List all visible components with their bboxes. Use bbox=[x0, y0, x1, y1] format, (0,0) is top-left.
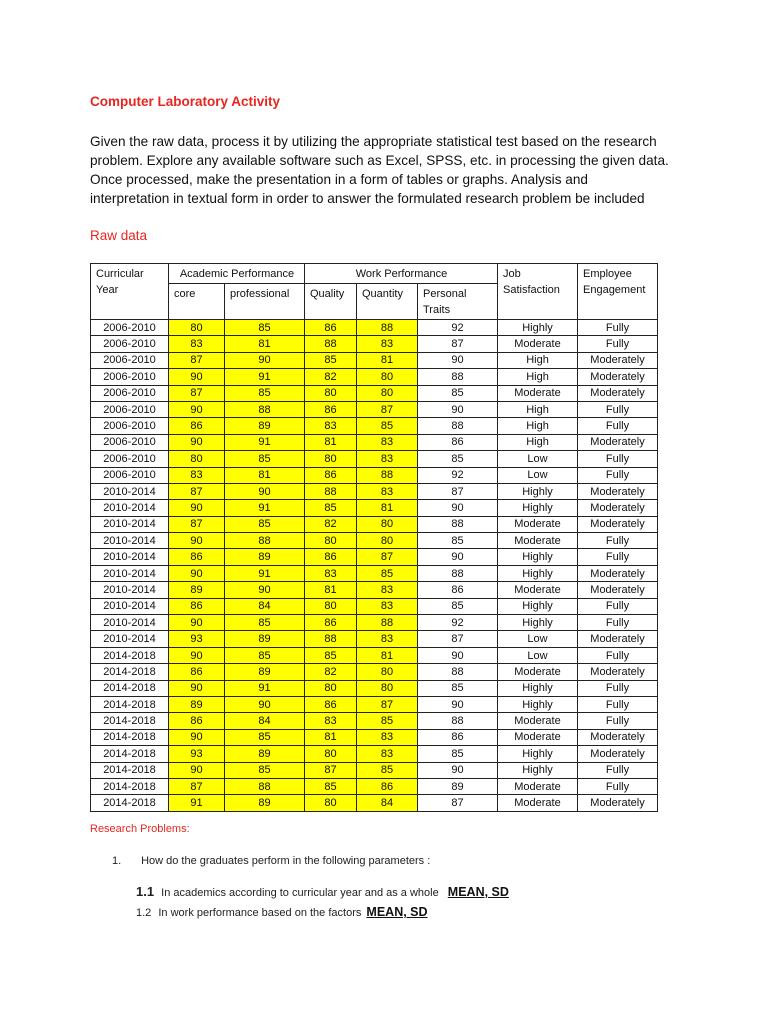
cell-professional: 88 bbox=[225, 778, 305, 794]
cell-professional: 85 bbox=[225, 516, 305, 532]
cell-quantity: 85 bbox=[357, 762, 418, 778]
cell-personal-traits: 88 bbox=[418, 565, 498, 581]
cell-employee-engagement: Fully bbox=[578, 615, 658, 631]
cell-job-satisfaction: High bbox=[498, 434, 578, 450]
cell-quality: 81 bbox=[305, 582, 357, 598]
cell-quality: 88 bbox=[305, 336, 357, 352]
cell-quantity: 85 bbox=[357, 418, 418, 434]
cell-job-satisfaction: Moderate bbox=[498, 664, 578, 680]
cell-personal-traits: 90 bbox=[418, 352, 498, 368]
cell-quality: 88 bbox=[305, 631, 357, 647]
question-text: How do the graduates perform in the following parameters : bbox=[141, 855, 431, 867]
cell-personal-traits: 85 bbox=[418, 598, 498, 614]
question-emphasis: MEAN, SD bbox=[447, 885, 509, 899]
cell-curricular-year: 2014-2018 bbox=[91, 746, 169, 762]
cell-professional: 89 bbox=[225, 746, 305, 762]
table-row bbox=[91, 729, 658, 745]
cell-curricular-year: 2014-2018 bbox=[91, 680, 169, 696]
cell-employee-engagement: Fully bbox=[578, 533, 658, 549]
cell-quantity: 80 bbox=[357, 369, 418, 385]
cell-core: 89 bbox=[169, 696, 225, 712]
cell-professional: 89 bbox=[225, 418, 305, 434]
cell-core: 90 bbox=[169, 647, 225, 663]
cell-job-satisfaction: Highly bbox=[498, 565, 578, 581]
cell-core: 86 bbox=[169, 713, 225, 729]
table-row bbox=[91, 582, 658, 598]
header-employee-engagement: Employee Engagement bbox=[578, 264, 658, 320]
cell-quantity: 83 bbox=[357, 434, 418, 450]
table-row bbox=[91, 598, 658, 614]
cell-job-satisfaction: Moderate bbox=[498, 582, 578, 598]
cell-employee-engagement: Fully bbox=[578, 713, 658, 729]
cell-quality: 86 bbox=[305, 549, 357, 565]
cell-quantity: 80 bbox=[357, 533, 418, 549]
cell-job-satisfaction: Low bbox=[498, 647, 578, 663]
cell-quality: 82 bbox=[305, 369, 357, 385]
cell-job-satisfaction: Highly bbox=[498, 696, 578, 712]
cell-professional: 81 bbox=[225, 336, 305, 352]
cell-core: 86 bbox=[169, 418, 225, 434]
cell-employee-engagement: Fully bbox=[578, 418, 658, 434]
cell-job-satisfaction: High bbox=[498, 401, 578, 417]
cell-job-satisfaction: Highly bbox=[498, 615, 578, 631]
cell-curricular-year: 2014-2018 bbox=[91, 795, 169, 811]
cell-personal-traits: 90 bbox=[418, 696, 498, 712]
cell-curricular-year: 2014-2018 bbox=[91, 778, 169, 794]
cell-professional: 90 bbox=[225, 352, 305, 368]
cell-professional: 85 bbox=[225, 451, 305, 467]
header-core: core bbox=[169, 284, 225, 320]
cell-curricular-year: 2006-2010 bbox=[91, 369, 169, 385]
cell-employee-engagement: Fully bbox=[578, 467, 658, 483]
table-body bbox=[91, 320, 658, 812]
cell-curricular-year: 2010-2014 bbox=[91, 582, 169, 598]
cell-quantity: 88 bbox=[357, 615, 418, 631]
cell-employee-engagement: Fully bbox=[578, 401, 658, 417]
cell-personal-traits: 92 bbox=[418, 467, 498, 483]
cell-job-satisfaction: Moderate bbox=[498, 713, 578, 729]
table-row bbox=[91, 631, 658, 647]
cell-employee-engagement: Moderately bbox=[578, 500, 658, 516]
cell-curricular-year: 2010-2014 bbox=[91, 598, 169, 614]
cell-quality: 82 bbox=[305, 664, 357, 680]
cell-job-satisfaction: Highly bbox=[498, 549, 578, 565]
cell-quantity: 86 bbox=[357, 778, 418, 794]
cell-job-satisfaction: High bbox=[498, 352, 578, 368]
cell-core: 93 bbox=[169, 631, 225, 647]
cell-curricular-year: 2006-2010 bbox=[91, 434, 169, 450]
cell-personal-traits: 85 bbox=[418, 746, 498, 762]
cell-core: 90 bbox=[169, 762, 225, 778]
header-personal-traits: Personal Traits bbox=[418, 284, 498, 320]
cell-personal-traits: 88 bbox=[418, 369, 498, 385]
table-row bbox=[91, 516, 658, 532]
cell-quantity: 87 bbox=[357, 549, 418, 565]
cell-quality: 86 bbox=[305, 467, 357, 483]
cell-employee-engagement: Moderately bbox=[578, 795, 658, 811]
cell-quantity: 83 bbox=[357, 746, 418, 762]
cell-core: 87 bbox=[169, 483, 225, 499]
cell-professional: 81 bbox=[225, 467, 305, 483]
cell-curricular-year: 2014-2018 bbox=[91, 762, 169, 778]
table-row bbox=[91, 500, 658, 516]
cell-personal-traits: 87 bbox=[418, 631, 498, 647]
cell-job-satisfaction: Moderate bbox=[498, 533, 578, 549]
cell-core: 80 bbox=[169, 320, 225, 336]
cell-job-satisfaction: Highly bbox=[498, 500, 578, 516]
cell-personal-traits: 87 bbox=[418, 795, 498, 811]
cell-core: 90 bbox=[169, 680, 225, 696]
cell-professional: 84 bbox=[225, 598, 305, 614]
cell-professional: 88 bbox=[225, 533, 305, 549]
cell-personal-traits: 85 bbox=[418, 451, 498, 467]
cell-professional: 91 bbox=[225, 680, 305, 696]
header-quantity: Quantity bbox=[357, 284, 418, 320]
cell-professional: 85 bbox=[225, 647, 305, 663]
cell-curricular-year: 2010-2014 bbox=[91, 615, 169, 631]
cell-employee-engagement: Moderately bbox=[578, 434, 658, 450]
cell-curricular-year: 2010-2014 bbox=[91, 516, 169, 532]
cell-quantity: 83 bbox=[357, 336, 418, 352]
table-row bbox=[91, 418, 658, 434]
table-row bbox=[91, 795, 658, 811]
cell-personal-traits: 90 bbox=[418, 500, 498, 516]
cell-quality: 85 bbox=[305, 778, 357, 794]
cell-quality: 83 bbox=[305, 418, 357, 434]
cell-personal-traits: 90 bbox=[418, 762, 498, 778]
cell-core: 87 bbox=[169, 516, 225, 532]
cell-employee-engagement: Moderately bbox=[578, 582, 658, 598]
cell-employee-engagement: Fully bbox=[578, 762, 658, 778]
cell-quality: 80 bbox=[305, 533, 357, 549]
cell-curricular-year: 2014-2018 bbox=[91, 696, 169, 712]
cell-job-satisfaction: Moderate bbox=[498, 795, 578, 811]
cell-quality: 83 bbox=[305, 565, 357, 581]
cell-employee-engagement: Fully bbox=[578, 778, 658, 794]
cell-core: 90 bbox=[169, 500, 225, 516]
cell-quantity: 81 bbox=[357, 647, 418, 663]
cell-quantity: 88 bbox=[357, 467, 418, 483]
cell-quantity: 87 bbox=[357, 696, 418, 712]
question-number: 1.2 bbox=[136, 907, 152, 919]
question-text: In academics according to curricular year and as a whole bbox=[161, 887, 439, 899]
table-row bbox=[91, 385, 658, 401]
table-row bbox=[91, 467, 658, 483]
cell-core: 87 bbox=[169, 352, 225, 368]
cell-quantity: 83 bbox=[357, 598, 418, 614]
cell-personal-traits: 90 bbox=[418, 401, 498, 417]
cell-quality: 86 bbox=[305, 401, 357, 417]
cell-employee-engagement: Fully bbox=[578, 696, 658, 712]
cell-quality: 85 bbox=[305, 352, 357, 368]
question-number: 1. bbox=[112, 855, 122, 867]
cell-quality: 80 bbox=[305, 385, 357, 401]
cell-job-satisfaction: Low bbox=[498, 451, 578, 467]
cell-quantity: 83 bbox=[357, 483, 418, 499]
cell-quantity: 83 bbox=[357, 451, 418, 467]
cell-curricular-year: 2014-2018 bbox=[91, 664, 169, 680]
cell-personal-traits: 87 bbox=[418, 336, 498, 352]
table-row bbox=[91, 762, 658, 778]
cell-core: 90 bbox=[169, 615, 225, 631]
header-professional: professional bbox=[225, 284, 305, 320]
table-row bbox=[91, 352, 658, 368]
cell-job-satisfaction: Low bbox=[498, 467, 578, 483]
cell-employee-engagement: Moderately bbox=[578, 369, 658, 385]
cell-professional: 89 bbox=[225, 631, 305, 647]
cell-professional: 85 bbox=[225, 320, 305, 336]
cell-job-satisfaction: Moderate bbox=[498, 729, 578, 745]
cell-quantity: 84 bbox=[357, 795, 418, 811]
cell-professional: 90 bbox=[225, 696, 305, 712]
cell-curricular-year: 2006-2010 bbox=[91, 467, 169, 483]
page-title: Computer Laboratory Activity bbox=[90, 94, 281, 109]
cell-employee-engagement: Moderately bbox=[578, 385, 658, 401]
cell-job-satisfaction: Moderate bbox=[498, 336, 578, 352]
cell-employee-engagement: Moderately bbox=[578, 565, 658, 581]
cell-quality: 85 bbox=[305, 500, 357, 516]
cell-personal-traits: 86 bbox=[418, 729, 498, 745]
cell-quality: 86 bbox=[305, 615, 357, 631]
cell-job-satisfaction: High bbox=[498, 369, 578, 385]
cell-personal-traits: 88 bbox=[418, 664, 498, 680]
cell-quality: 80 bbox=[305, 451, 357, 467]
table-row bbox=[91, 664, 658, 680]
header-work-performance: Work Performance bbox=[305, 264, 498, 284]
cell-personal-traits: 88 bbox=[418, 516, 498, 532]
table-row bbox=[91, 533, 658, 549]
cell-personal-traits: 86 bbox=[418, 582, 498, 598]
table-row bbox=[91, 746, 658, 762]
raw-data-heading: Raw data bbox=[90, 228, 148, 243]
research-question-1 bbox=[112, 855, 430, 867]
header-academic-performance: Academic Performance bbox=[169, 264, 305, 284]
cell-quality: 80 bbox=[305, 746, 357, 762]
cell-curricular-year: 2010-2014 bbox=[91, 533, 169, 549]
cell-personal-traits: 85 bbox=[418, 680, 498, 696]
cell-quality: 82 bbox=[305, 516, 357, 532]
cell-quality: 81 bbox=[305, 729, 357, 745]
cell-quantity: 83 bbox=[357, 729, 418, 745]
cell-job-satisfaction: Moderate bbox=[498, 516, 578, 532]
cell-professional: 85 bbox=[225, 729, 305, 745]
cell-personal-traits: 90 bbox=[418, 647, 498, 663]
table-row bbox=[91, 434, 658, 450]
cell-quality: 86 bbox=[305, 320, 357, 336]
cell-employee-engagement: Fully bbox=[578, 680, 658, 696]
table-row bbox=[91, 451, 658, 467]
cell-curricular-year: 2006-2010 bbox=[91, 418, 169, 434]
cell-quality: 80 bbox=[305, 598, 357, 614]
cell-employee-engagement: Moderately bbox=[578, 746, 658, 762]
cell-professional: 84 bbox=[225, 713, 305, 729]
question-number: 1.1 bbox=[136, 884, 155, 899]
cell-core: 83 bbox=[169, 336, 225, 352]
cell-curricular-year: 2006-2010 bbox=[91, 320, 169, 336]
cell-professional: 89 bbox=[225, 795, 305, 811]
table-row bbox=[91, 369, 658, 385]
cell-job-satisfaction: Moderate bbox=[498, 385, 578, 401]
cell-core: 86 bbox=[169, 549, 225, 565]
intro-paragraph: Given the raw data, process it by utilizing the appropriate statistical test based on the research problem. Explore any available software such as Excel, SPSS, etc. in processing the given data. Once processed, make the presentation in a form of tables or graphs. Analysis and interpretation in textual form in order to answer the formulated research problem be included bbox=[90, 134, 669, 206]
cell-quantity: 80 bbox=[357, 516, 418, 532]
research-question-1-1 bbox=[136, 884, 509, 899]
cell-core: 86 bbox=[169, 598, 225, 614]
cell-quantity: 83 bbox=[357, 631, 418, 647]
cell-employee-engagement: Moderately bbox=[578, 631, 658, 647]
cell-curricular-year: 2014-2018 bbox=[91, 647, 169, 663]
table-row bbox=[91, 615, 658, 631]
cell-employee-engagement: Moderately bbox=[578, 352, 658, 368]
cell-professional: 85 bbox=[225, 385, 305, 401]
cell-quality: 88 bbox=[305, 483, 357, 499]
cell-personal-traits: 90 bbox=[418, 549, 498, 565]
cell-quantity: 80 bbox=[357, 664, 418, 680]
cell-curricular-year: 2010-2014 bbox=[91, 483, 169, 499]
cell-quantity: 83 bbox=[357, 582, 418, 598]
header-quality: Quality bbox=[305, 284, 357, 320]
cell-professional: 91 bbox=[225, 369, 305, 385]
table-row bbox=[91, 401, 658, 417]
cell-employee-engagement: Moderately bbox=[578, 664, 658, 680]
research-problems-heading: Research Problems: bbox=[90, 823, 190, 835]
cell-employee-engagement: Moderately bbox=[578, 483, 658, 499]
cell-quantity: 87 bbox=[357, 401, 418, 417]
table-row bbox=[91, 713, 658, 729]
table-row bbox=[91, 778, 658, 794]
cell-core: 93 bbox=[169, 746, 225, 762]
cell-professional: 89 bbox=[225, 664, 305, 680]
cell-quantity: 85 bbox=[357, 713, 418, 729]
table-row bbox=[91, 647, 658, 663]
cell-core: 90 bbox=[169, 533, 225, 549]
cell-employee-engagement: Fully bbox=[578, 598, 658, 614]
cell-curricular-year: 2010-2014 bbox=[91, 500, 169, 516]
table-row bbox=[91, 680, 658, 696]
cell-core: 91 bbox=[169, 795, 225, 811]
cell-job-satisfaction: Highly bbox=[498, 320, 578, 336]
raw-data-table bbox=[90, 263, 658, 812]
cell-personal-traits: 85 bbox=[418, 385, 498, 401]
cell-personal-traits: 89 bbox=[418, 778, 498, 794]
cell-core: 90 bbox=[169, 401, 225, 417]
cell-core: 90 bbox=[169, 565, 225, 581]
cell-curricular-year: 2014-2018 bbox=[91, 713, 169, 729]
cell-quality: 81 bbox=[305, 434, 357, 450]
cell-employee-engagement: Fully bbox=[578, 320, 658, 336]
cell-professional: 89 bbox=[225, 549, 305, 565]
cell-curricular-year: 2010-2014 bbox=[91, 631, 169, 647]
cell-quality: 87 bbox=[305, 762, 357, 778]
cell-curricular-year: 2006-2010 bbox=[91, 336, 169, 352]
cell-curricular-year: 2014-2018 bbox=[91, 729, 169, 745]
cell-professional: 88 bbox=[225, 401, 305, 417]
table-row bbox=[91, 549, 658, 565]
cell-personal-traits: 85 bbox=[418, 533, 498, 549]
cell-curricular-year: 2006-2010 bbox=[91, 451, 169, 467]
cell-job-satisfaction: High bbox=[498, 418, 578, 434]
research-question-1-2 bbox=[136, 905, 428, 919]
header-job-satisfaction: Job Satisfaction bbox=[498, 264, 578, 320]
cell-personal-traits: 92 bbox=[418, 320, 498, 336]
question-emphasis: MEAN, SD bbox=[366, 905, 428, 919]
cell-quantity: 81 bbox=[357, 352, 418, 368]
cell-job-satisfaction: Highly bbox=[498, 680, 578, 696]
cell-core: 90 bbox=[169, 369, 225, 385]
header-curricular-year: Curricular Year bbox=[91, 264, 169, 320]
cell-core: 87 bbox=[169, 778, 225, 794]
cell-curricular-year: 2006-2010 bbox=[91, 385, 169, 401]
table-row bbox=[91, 696, 658, 712]
cell-job-satisfaction: Highly bbox=[498, 483, 578, 499]
cell-professional: 91 bbox=[225, 565, 305, 581]
question-text: In work performance based on the factors bbox=[158, 907, 362, 919]
cell-quantity: 88 bbox=[357, 320, 418, 336]
cell-core: 90 bbox=[169, 434, 225, 450]
cell-employee-engagement: Fully bbox=[578, 549, 658, 565]
cell-job-satisfaction: Moderate bbox=[498, 778, 578, 794]
cell-professional: 90 bbox=[225, 582, 305, 598]
cell-quality: 86 bbox=[305, 696, 357, 712]
cell-professional: 85 bbox=[225, 762, 305, 778]
cell-employee-engagement: Fully bbox=[578, 336, 658, 352]
cell-quality: 80 bbox=[305, 795, 357, 811]
cell-core: 86 bbox=[169, 664, 225, 680]
cell-job-satisfaction: Highly bbox=[498, 598, 578, 614]
cell-personal-traits: 88 bbox=[418, 418, 498, 434]
cell-employee-engagement: Fully bbox=[578, 647, 658, 663]
cell-core: 89 bbox=[169, 582, 225, 598]
cell-personal-traits: 87 bbox=[418, 483, 498, 499]
cell-curricular-year: 2006-2010 bbox=[91, 401, 169, 417]
cell-professional: 91 bbox=[225, 500, 305, 516]
cell-professional: 85 bbox=[225, 615, 305, 631]
cell-core: 80 bbox=[169, 451, 225, 467]
cell-employee-engagement: Moderately bbox=[578, 516, 658, 532]
table-row bbox=[91, 336, 658, 352]
cell-quality: 85 bbox=[305, 647, 357, 663]
cell-quantity: 81 bbox=[357, 500, 418, 516]
cell-quantity: 85 bbox=[357, 565, 418, 581]
table-row bbox=[91, 320, 658, 336]
cell-professional: 91 bbox=[225, 434, 305, 450]
cell-employee-engagement: Fully bbox=[578, 451, 658, 467]
cell-personal-traits: 92 bbox=[418, 615, 498, 631]
cell-curricular-year: 2006-2010 bbox=[91, 352, 169, 368]
cell-curricular-year: 2010-2014 bbox=[91, 549, 169, 565]
cell-personal-traits: 88 bbox=[418, 713, 498, 729]
table-row bbox=[91, 565, 658, 581]
cell-core: 83 bbox=[169, 467, 225, 483]
cell-personal-traits: 86 bbox=[418, 434, 498, 450]
cell-quantity: 80 bbox=[357, 680, 418, 696]
cell-quantity: 80 bbox=[357, 385, 418, 401]
cell-job-satisfaction: Highly bbox=[498, 746, 578, 762]
cell-core: 90 bbox=[169, 729, 225, 745]
cell-quality: 80 bbox=[305, 680, 357, 696]
cell-job-satisfaction: Highly bbox=[498, 762, 578, 778]
table-row bbox=[91, 483, 658, 499]
cell-job-satisfaction: Low bbox=[498, 631, 578, 647]
cell-quality: 83 bbox=[305, 713, 357, 729]
cell-core: 87 bbox=[169, 385, 225, 401]
cell-curricular-year: 2010-2014 bbox=[91, 565, 169, 581]
cell-professional: 90 bbox=[225, 483, 305, 499]
cell-employee-engagement: Moderately bbox=[578, 729, 658, 745]
